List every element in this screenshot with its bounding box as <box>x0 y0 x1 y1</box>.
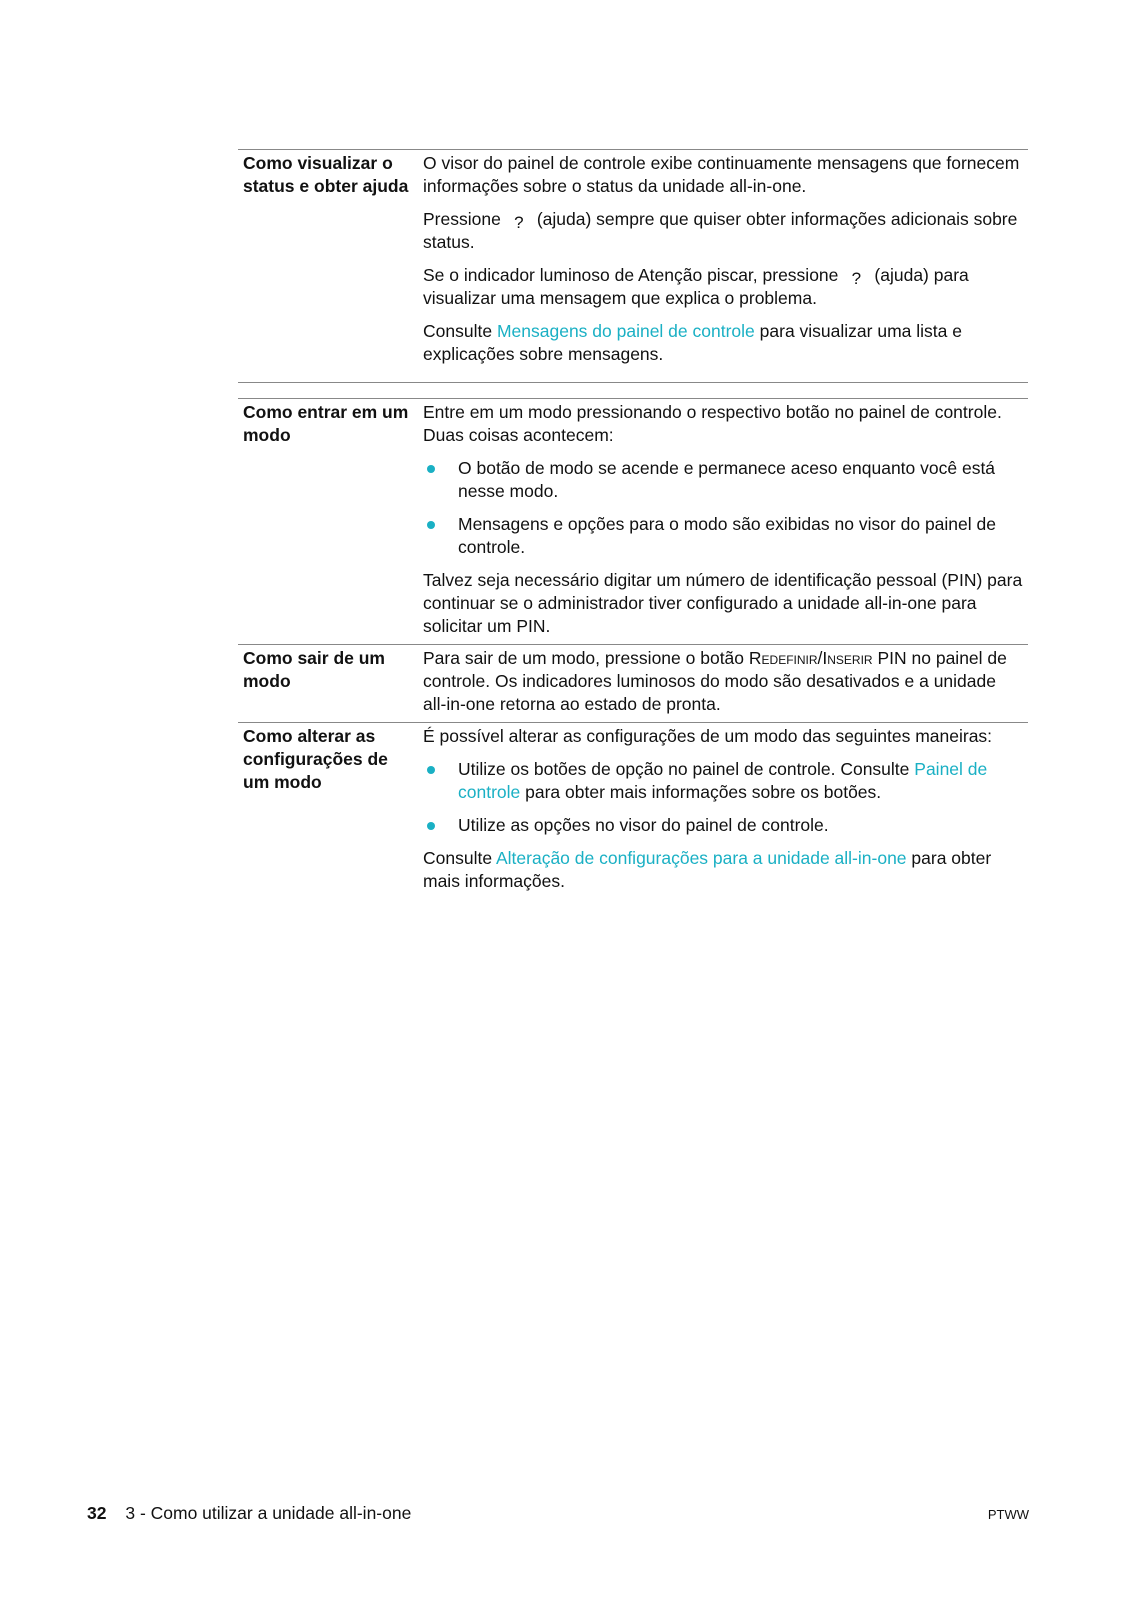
paragraph <box>423 320 1023 366</box>
text: Consulte <box>423 321 493 341</box>
bullet-icon <box>427 822 435 830</box>
section-title: Como sair de um modo <box>243 648 385 691</box>
paragraph <box>423 647 1023 716</box>
text: para visualizar uma lista e explicações sobre mensagens. <box>423 321 962 364</box>
page-number: 32 <box>87 1503 107 1523</box>
section-title: Como visualizar o status e obter ajuda <box>243 153 409 196</box>
help-icon: ? <box>514 213 524 232</box>
list-item <box>423 513 1023 559</box>
paragraph: Entre em um modo pressionando o respectivo botão no painel de controle. Duas coisas acontecem: <box>423 402 1002 445</box>
list-item <box>423 814 1023 837</box>
section-change-mode-settings <box>238 722 1028 891</box>
section-title: Como entrar em um modo <box>243 402 409 445</box>
paragraph: É possível alterar as configurações de um modo das seguintes maneiras: <box>423 726 993 746</box>
paragraph: Talvez seja necessário digitar um número de identificação pessoal (PIN) para continuar se o administrador tiver configurado a unidade all-in-one para solicitar um PIN. <box>423 570 1023 636</box>
section-status-help <box>238 149 1028 364</box>
link-control-panel-messages[interactable]: Mensagens do painel de controle <box>496 321 755 341</box>
text: Utilize os botões de opção no painel de controle. Consulte <box>458 759 910 779</box>
divider <box>238 382 1028 383</box>
text: Se o indicador luminoso de Atenção piscar, pressione <box>423 265 839 285</box>
text: (ajuda) para visualizar uma mensagem que explica o problema. <box>423 265 969 308</box>
list-item-text: O botão de modo se acende e permanece aceso enquanto você está nesse modo. <box>458 458 996 501</box>
text: Pressione <box>423 209 501 229</box>
section-body <box>423 647 1023 726</box>
section-body <box>423 725 1023 903</box>
link-control-panel[interactable]: Painel de controle <box>458 759 988 802</box>
paragraph <box>423 847 1023 893</box>
link-change-settings[interactable]: Alteração de configurações para a unidade all-in-one <box>495 848 907 868</box>
section-title: Como alterar as configurações de um modo <box>243 726 388 792</box>
list-item <box>423 457 1023 503</box>
section-body <box>423 152 1023 376</box>
section-body <box>423 401 1023 648</box>
paragraph <box>423 264 1023 310</box>
text: Para sair de um modo, pressione o botão <box>423 648 745 668</box>
bullet-icon <box>427 465 435 473</box>
section-enter-mode <box>238 398 1028 636</box>
text: para obter mais informações. <box>423 848 992 891</box>
list-item <box>423 758 1023 804</box>
chapter-title: 3 - Como utilizar a unidade all-in-one <box>125 1503 412 1523</box>
button-name: Redefinir/Inserir <box>748 648 873 668</box>
list-item-text: Utilize as opções no visor do painel de controle. <box>458 815 829 835</box>
text: para obter mais informações sobre os botões. <box>525 782 882 802</box>
help-icon: ? <box>851 269 862 288</box>
page-footer <box>87 1503 1029 1524</box>
locale-code: PTWW <box>987 1507 1029 1522</box>
section-exit-mode <box>238 644 1028 714</box>
paragraph <box>423 208 1023 254</box>
list-item-text: Mensagens e opções para o modo são exibidas no visor do painel de controle. <box>458 514 996 557</box>
text: Consulte <box>423 848 493 868</box>
bullet-icon <box>427 521 435 529</box>
bullet-icon <box>427 766 435 774</box>
paragraph: O visor do painel de controle exibe continuamente mensagens que fornecem informações sobre o status da unidade all-in-one. <box>423 153 1020 196</box>
text: (ajuda) sempre que quiser obter informações adicionais sobre status. <box>423 209 1018 252</box>
text: PIN no painel de controle. Os indicadores luminosos do modo são desativados e a unidade all-in-one retorna ao estado de pronta. <box>423 648 1007 714</box>
